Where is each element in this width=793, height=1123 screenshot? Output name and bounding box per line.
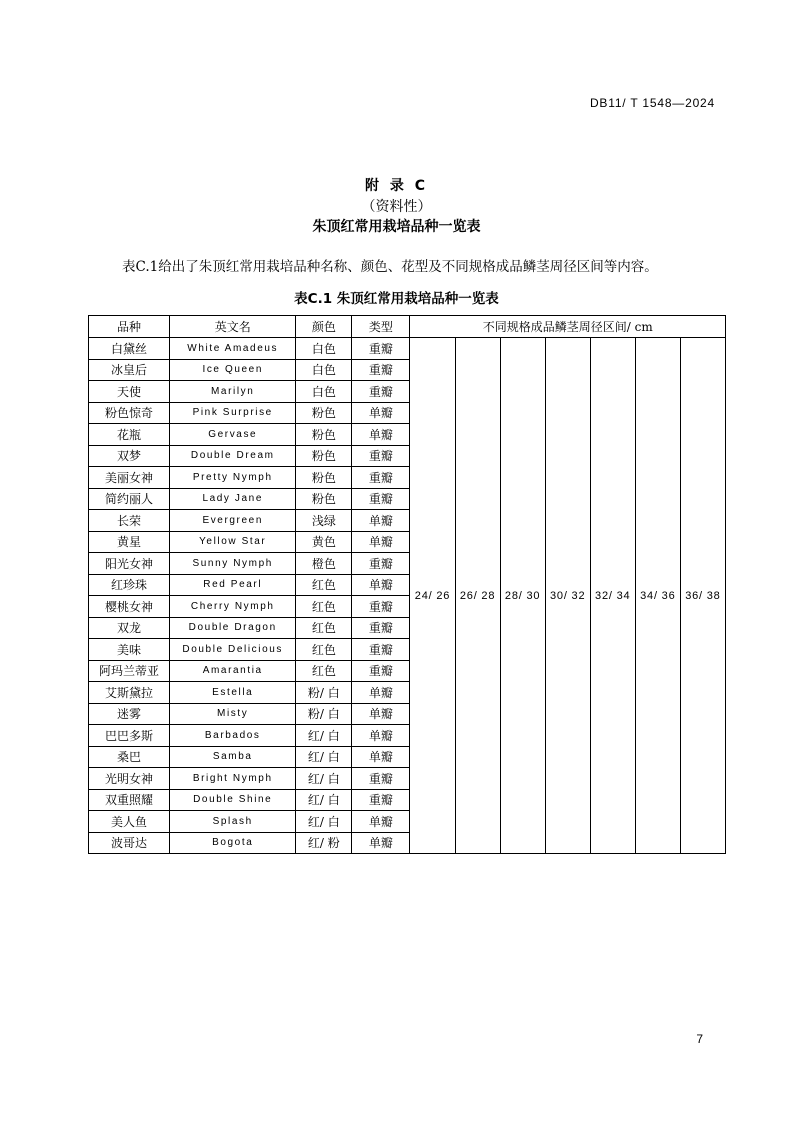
- cell-english: Amarantia: [170, 660, 296, 682]
- cell-type: 重瓣: [352, 596, 410, 618]
- cell-type: 单瓣: [352, 510, 410, 532]
- cell-color: 红色: [296, 574, 352, 596]
- cell-name: 桑巴: [89, 746, 170, 768]
- cell-type: 单瓣: [352, 531, 410, 553]
- cell-color: 橙色: [296, 553, 352, 575]
- cell-type: 重瓣: [352, 359, 410, 381]
- cell-color: 粉色: [296, 488, 352, 510]
- cell-color: 红/ 白: [296, 789, 352, 811]
- cell-type: 重瓣: [352, 617, 410, 639]
- table-header-row: [89, 316, 726, 338]
- cell-type: 重瓣: [352, 338, 410, 360]
- cell-color: 白色: [296, 381, 352, 403]
- cell-english: Gervase: [170, 424, 296, 446]
- cell-color: 粉/ 白: [296, 682, 352, 704]
- cell-name: 黄星: [89, 531, 170, 553]
- cell-name: 红珍珠: [89, 574, 170, 596]
- cell-color: 红色: [296, 617, 352, 639]
- cell-type: 重瓣: [352, 768, 410, 790]
- header-range: 不同规格成品鳞茎周径区间/ cm: [410, 316, 726, 338]
- cell-name: 樱桃女神: [89, 596, 170, 618]
- cell-english: Yellow Star: [170, 531, 296, 553]
- cell-english: Bogota: [170, 832, 296, 854]
- cell-type: 单瓣: [352, 811, 410, 833]
- cell-type: 重瓣: [352, 553, 410, 575]
- cell-color: 粉色: [296, 402, 352, 424]
- table-body: [89, 338, 726, 854]
- header-english: 英文名: [170, 316, 296, 338]
- appendix-type: （资料性）: [361, 199, 432, 215]
- cell-english: Double Delicious: [170, 639, 296, 661]
- cell-name: 双重照耀: [89, 789, 170, 811]
- range-cell: 26/ 28: [455, 338, 500, 854]
- cell-english: Marilyn: [170, 381, 296, 403]
- cell-color: 浅绿: [296, 510, 352, 532]
- cell-color: 红色: [296, 660, 352, 682]
- cell-name: 美人鱼: [89, 811, 170, 833]
- cell-color: 黄色: [296, 531, 352, 553]
- range-cell: 24/ 26: [410, 338, 455, 854]
- cell-english: Estella: [170, 682, 296, 704]
- cell-type: 重瓣: [352, 445, 410, 467]
- cell-type: 单瓣: [352, 682, 410, 704]
- cell-name: 天使: [89, 381, 170, 403]
- cell-english: Splash: [170, 811, 296, 833]
- cell-color: 粉色: [296, 424, 352, 446]
- cell-english: Bright Nymph: [170, 768, 296, 790]
- cell-english: Double Dragon: [170, 617, 296, 639]
- cell-english: Pretty Nymph: [170, 467, 296, 489]
- cell-name: 光明女神: [89, 768, 170, 790]
- cell-type: 单瓣: [352, 703, 410, 725]
- cell-type: 重瓣: [352, 639, 410, 661]
- cell-color: 红/ 白: [296, 768, 352, 790]
- cell-english: Double Shine: [170, 789, 296, 811]
- document-code: DB11/ T 1548—2024: [589, 96, 715, 110]
- header-name: 品种: [89, 316, 170, 338]
- cell-english: Evergreen: [170, 510, 296, 532]
- cell-english: Red Pearl: [170, 574, 296, 596]
- cell-color: 红/ 粉: [296, 832, 352, 854]
- cell-name: 双龙: [89, 617, 170, 639]
- cell-color: 粉色: [296, 467, 352, 489]
- cell-english: Sunny Nymph: [170, 553, 296, 575]
- cell-color: 白色: [296, 338, 352, 360]
- cell-name: 白黛丝: [89, 338, 170, 360]
- cell-color: 粉色: [296, 445, 352, 467]
- cell-color: 粉/ 白: [296, 703, 352, 725]
- cell-english: Double Dream: [170, 445, 296, 467]
- range-cell: 32/ 34: [590, 338, 635, 854]
- cell-color: 白色: [296, 359, 352, 381]
- cell-name: 长荣: [89, 510, 170, 532]
- cell-type: 单瓣: [352, 832, 410, 854]
- range-cell: 34/ 36: [635, 338, 680, 854]
- table-row: [89, 338, 726, 360]
- table-caption: 表C.1 朱顶红常用栽培品种一览表: [294, 291, 499, 307]
- appendix-name: 朱顶红常用栽培品种一览表: [312, 219, 481, 235]
- cell-english: Cherry Nymph: [170, 596, 296, 618]
- intro-paragraph: 表C.1给出了朱顶红常用栽培品种名称、颜色、花型及不同规格成品鳞茎周径区间等内容。: [122, 259, 658, 275]
- cell-name: 双梦: [89, 445, 170, 467]
- cell-name: 花瓶: [89, 424, 170, 446]
- cell-type: 单瓣: [352, 402, 410, 424]
- cell-name: 美味: [89, 639, 170, 661]
- cell-name: 巴巴多斯: [89, 725, 170, 747]
- cell-english: Misty: [170, 703, 296, 725]
- cell-type: 重瓣: [352, 381, 410, 403]
- cell-name: 粉色惊奇: [89, 402, 170, 424]
- cell-english: Barbados: [170, 725, 296, 747]
- cell-name: 简约丽人: [89, 488, 170, 510]
- cell-name: 阿玛兰蒂亚: [89, 660, 170, 682]
- range-cell: 36/ 38: [680, 338, 725, 854]
- cell-color: 红色: [296, 639, 352, 661]
- range-cell: 28/ 30: [500, 338, 545, 854]
- header-color: 颜色: [296, 316, 352, 338]
- cell-color: 红/ 白: [296, 725, 352, 747]
- cell-type: 重瓣: [352, 467, 410, 489]
- cell-name: 艾斯黛拉: [89, 682, 170, 704]
- cell-english: Samba: [170, 746, 296, 768]
- cell-type: 单瓣: [352, 746, 410, 768]
- cell-english: White Amadeus: [170, 338, 296, 360]
- cell-name: 波哥达: [89, 832, 170, 854]
- page-number: 7: [696, 1032, 703, 1046]
- cell-color: 红/ 白: [296, 746, 352, 768]
- cell-english: Lady Jane: [170, 488, 296, 510]
- cell-type: 单瓣: [352, 574, 410, 596]
- cell-english: Pink Surprise: [170, 402, 296, 424]
- cell-english: Ice Queen: [170, 359, 296, 381]
- cell-name: 冰皇后: [89, 359, 170, 381]
- cell-type: 单瓣: [352, 725, 410, 747]
- cell-type: 单瓣: [352, 424, 410, 446]
- cell-type: 重瓣: [352, 789, 410, 811]
- range-cell: 30/ 32: [545, 338, 590, 854]
- varieties-table: [88, 315, 726, 854]
- cell-type: 重瓣: [352, 660, 410, 682]
- cell-color: 红/ 白: [296, 811, 352, 833]
- appendix-title: 附 录 C: [364, 178, 429, 194]
- cell-name: 美丽女神: [89, 467, 170, 489]
- cell-color: 红色: [296, 596, 352, 618]
- header-type: 类型: [352, 316, 410, 338]
- cell-name: 迷雾: [89, 703, 170, 725]
- cell-type: 重瓣: [352, 488, 410, 510]
- cell-name: 阳光女神: [89, 553, 170, 575]
